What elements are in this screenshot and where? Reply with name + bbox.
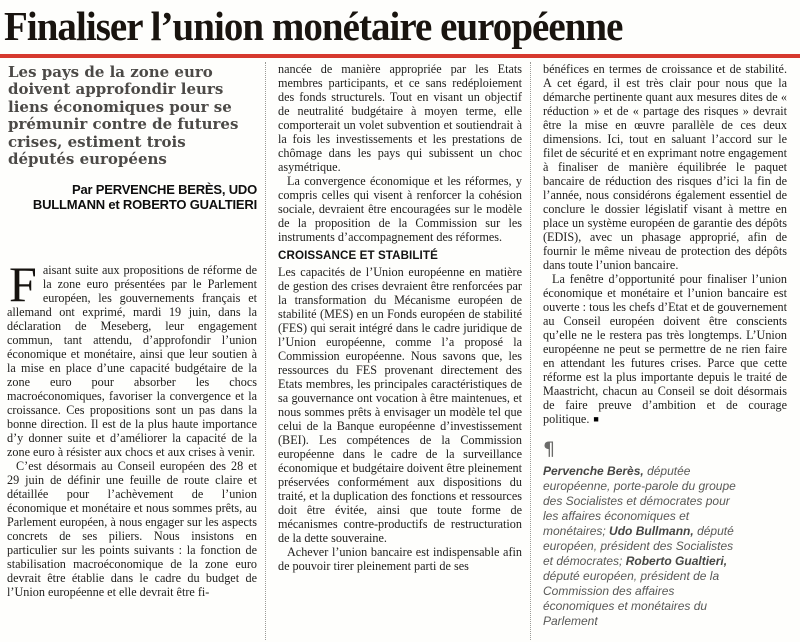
title-accent-rule — [0, 54, 800, 58]
body-paragraph: La convergence économique et les réformes, y compris celles qui visent à renforcer la cohésion sociale, devraient être encouragées sur le modèle de la proposition de la Commission sur les instruments d’accompagnement des réformes. — [278, 174, 522, 244]
end-of-article-icon: ■ — [593, 414, 599, 424]
author-bio: député européen, président de la Commission des affaires économiques et monétaires du Parlement — [543, 569, 720, 628]
byline: Par PERVENCHE BERÈS, UDO BULLMANN et ROBERTO GUALTIERI — [32, 182, 257, 212]
body-paragraph: nancée de manière appropriée par les Etats membres participants, et ce sans redéploiement des fonds structurels. Tout en visant un objectif de neutralité budgétaire à moyen terme, elle comporterait un volet subvention et soutiendrait à la fois les investissements et les prestations de chômage dans les pays qui subissent un choc asymétrique. — [278, 62, 522, 174]
column-3 — [530, 62, 787, 640]
paragraph-text: aisant suite aux propositions de réforme de la zone euro présentées par le Parlement européen, les gouvernements français et allemand ont exprimé, mardi 19 juin, dans la déclaration de Meseberg, leur engagement commun, tant attendu, d’approfondir l’union économique et monétaire, ainsi que leur soutien à la mise en place d’une capacité budgétaire de la zone euro pour absorber les chocs macroéconomiques, favoriser la convergence et la croissance. Ces propositions sont un pas dans la bonne direction. Il est de la plus haute importance d’y donner suite et d’améliorer la capacité de la zone euro à résister aux chocs et aux crises à venir. — [7, 263, 257, 460]
body-paragraph: Les capacités de l’Union européenne en matière de gestion des crises devraient être renforcées par la transformation du Mécanisme européen de stabilité (MES) en un Fonds européen de stabilité (FES) qui serait intégré dans le cadre juridique de l’Union européenne, comme l’a proposé la Commission européenne. Nous savons que, les ressources du FES provenant directement des Etats membres, les principales caractéristiques de sa gouvernance ont vocation à être maintenues, et nous sommes prêts à envisager un modèle tel que celui de la Banque européenne d’investissement (BEI). Les compétences de la Commission européenne dans le cadre de la surveillance économique et budgétaire doivent être pleinement préservées conformément aux dispositions du traité, et la duplication des fonctions et ressources doit être évitée, ainsi que toute forme de mécanismes contre-productifs de restructuration de la dette souveraine. — [278, 265, 522, 545]
body-paragraph: Achever l’union bancaire est indispensable afin de pouvoir tirer pleinement parti de ses — [278, 545, 522, 573]
author-bio: député européen, président des Socialistes et démocrates; — [543, 524, 734, 568]
body-paragraph — [7, 256, 257, 460]
body-paragraph — [543, 272, 787, 426]
author-name: Udo Bullmann, — [609, 524, 694, 538]
drop-cap: F — [9, 256, 37, 313]
paragraph-text: La fenêtre d’opportunité pour finaliser l’union économique et monétaire et l’union bancaire est ouverte : tous les chefs d’Etat et de gouvernement au Conseil européen doivent être conscients qu’elle ne le restera pas très longtemps. L’Union européenne ne peut se permettre de ne rien faire en attendant les futures crises. Parce que cette réforme est la plus importante depuis le traité de Maastricht, chacun au Conseil se doit désormais de faire preuve d’ambition et de courage politique. — [543, 272, 787, 426]
column-1 — [7, 62, 257, 640]
body-paragraph: bénéfices en termes de croissance et de stabilité. A cet égard, il est très clair pour nous que la démarche pertinente quant aux mesures dites de « réduction » et de « partage des risques » devrait être la mise en œuvre parallèle de ces deux dimensions. Ici, tout en saluant l’accord sur le filet de sécurité et en exprimant notre engagement à finaliser de manière équilibrée le paquet bancaire de réduction des risques d’ici la fin de l’année, nous considérons également essentiel de conclure le dossier législatif visant à mettre en place un système européen de garantie des dépôts (EDIS), avec un phasage approprié, afin de fournir le même niveau de protection des dépôts dans toute l’union bancaire. — [543, 62, 787, 272]
article-title: Finaliser l’union monétaire européenne — [4, 3, 623, 49]
pilcrow-icon: ¶ — [543, 438, 556, 460]
column-2 — [265, 62, 522, 640]
section-subhead: CROISSANCE ET STABILITÉ — [278, 249, 438, 262]
author-bio: députée européenne, porte-parole du groupe des Socialistes et démocrates pour les affaires économiques et monétaires; — [543, 464, 736, 538]
body-paragraph: C’est désormais au Conseil européen des 28 et 29 juin de définir une feuille de route claire et détaillée pour l’achèvement de l’union économique et monétaire et nous sommes prêts, au Parlement européen, à nous engager sur les aspects concrets de ses piliers. Nous insistons en particulier sur les points suivants : la fonction de stabilisation macroéconomique de la zone euro devrait être établie dans le cadre du budget de l’Union européenne et elle devrait être fi- — [7, 459, 257, 600]
author-name: Roberto Gualtieri, — [625, 554, 728, 568]
article-columns — [7, 62, 793, 640]
author-bios — [543, 439, 741, 629]
author-name: Pervenche Berès, — [543, 464, 644, 478]
standfirst: Les pays de la zone euro doivent approfondir leurs liens économiques pour se prémunir contre de futures crises, estiment trois députés européens — [8, 63, 239, 169]
